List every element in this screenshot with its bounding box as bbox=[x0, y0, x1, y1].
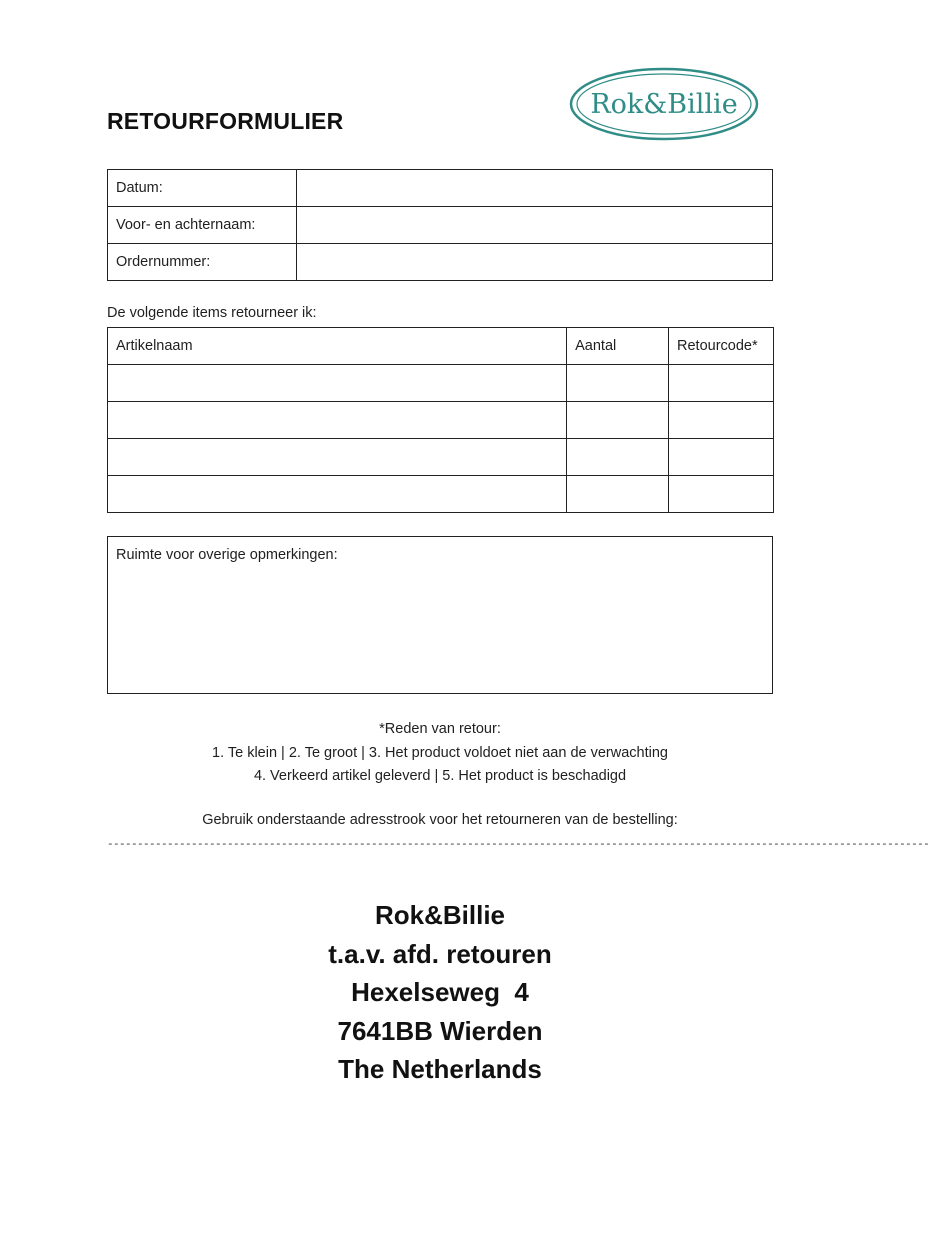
table-row bbox=[108, 365, 774, 402]
customer-info-table bbox=[107, 169, 773, 281]
table-row bbox=[108, 476, 774, 513]
table-header-row bbox=[108, 328, 774, 365]
return-reasons bbox=[0, 718, 880, 789]
items-intro: De volgende items retourneer ik: bbox=[107, 305, 317, 321]
address-street: Hexelseweg 4 bbox=[351, 977, 529, 1007]
address-postal-city: 7641BB Wierden bbox=[337, 1015, 543, 1046]
reasons-heading: *Reden van retour: bbox=[379, 721, 501, 737]
address-country: The Netherlands bbox=[338, 1054, 542, 1084]
return-code-cell[interactable] bbox=[669, 439, 774, 476]
quantity-cell[interactable] bbox=[567, 365, 669, 402]
brand-logo bbox=[568, 66, 760, 142]
return-code-cell[interactable] bbox=[669, 365, 774, 402]
table-row bbox=[108, 402, 774, 439]
header-article-name: Artikelnaam bbox=[108, 328, 567, 365]
quantity-cell[interactable] bbox=[567, 476, 669, 513]
name-label: Voor- en achternaam: bbox=[108, 207, 297, 244]
remarks-label: Ruimte voor overige opmerkingen: bbox=[116, 547, 338, 563]
address-company: Rok&Billie bbox=[374, 900, 506, 930]
form-title: RETOURFORMULIER bbox=[107, 108, 344, 134]
table-row bbox=[108, 439, 774, 476]
reasons-line-2: 4. Verkeerd artikel geleverd | 5. Het product is beschadigd bbox=[253, 768, 627, 784]
name-field[interactable] bbox=[297, 207, 773, 244]
info-row-date bbox=[108, 170, 773, 207]
return-code-cell[interactable] bbox=[669, 402, 774, 439]
order-number-label: Ordernummer: bbox=[108, 244, 297, 281]
remarks-box[interactable] bbox=[107, 536, 773, 694]
return-code-cell[interactable] bbox=[669, 476, 774, 513]
quantity-cell[interactable] bbox=[567, 439, 669, 476]
article-name-cell[interactable] bbox=[108, 476, 567, 513]
logo-text: Rok&Billie bbox=[590, 89, 738, 120]
return-items-table bbox=[107, 327, 774, 513]
address-attention: t.a.v. afd. retouren bbox=[328, 938, 552, 969]
date-field[interactable] bbox=[297, 170, 773, 207]
header-return-code: Retourcode* bbox=[669, 328, 774, 365]
info-row-order bbox=[108, 244, 773, 281]
cut-line-divider: ----------------------------------------------------------------------------------------------------------------------------------------- bbox=[107, 839, 929, 851]
reasons-line-1: 1. Te klein | 2. Te groot | 3. Het product voldoet niet aan de verwachting bbox=[212, 744, 668, 761]
date-label: Datum: bbox=[108, 170, 297, 207]
article-name-cell[interactable] bbox=[108, 365, 567, 402]
header-quantity: Aantal bbox=[567, 328, 669, 365]
quantity-cell[interactable] bbox=[567, 402, 669, 439]
article-name-cell[interactable] bbox=[108, 402, 567, 439]
address-instruction: Gebruik onderstaande adresstrook voor het retourneren van de bestelling: bbox=[202, 812, 678, 828]
return-address bbox=[0, 896, 880, 1089]
article-name-cell[interactable] bbox=[108, 439, 567, 476]
order-number-field[interactable] bbox=[297, 244, 773, 281]
info-row-name bbox=[108, 207, 773, 244]
